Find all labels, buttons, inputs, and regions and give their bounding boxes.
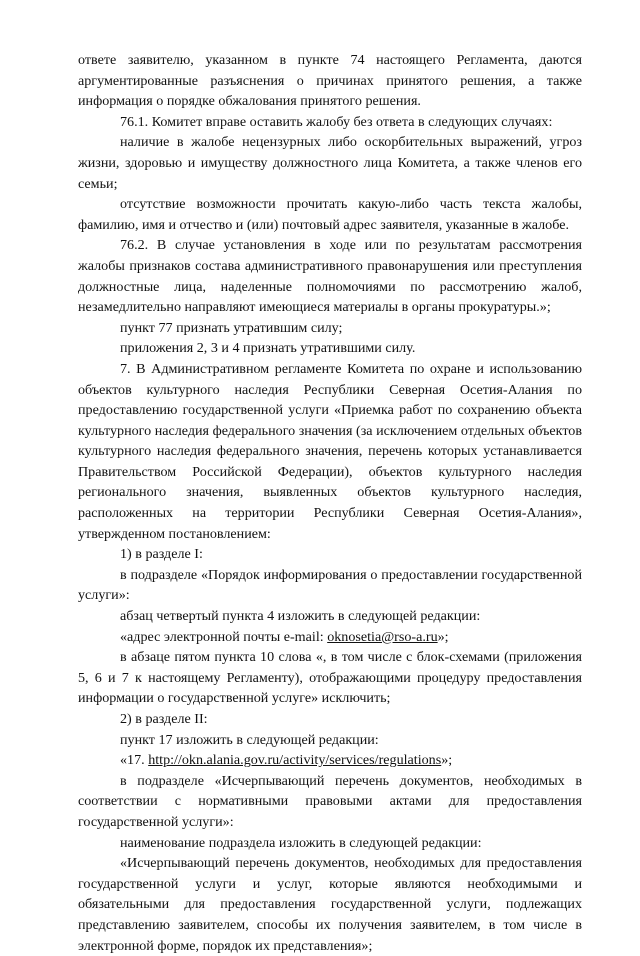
- paragraph-section-1: 1) в разделе I:: [120, 546, 203, 563]
- paragraph-7-regulation: 7. В Административном регламенте Комитета по охране и использованию объектов культурного наследия Республики Северная Осетия-Алания по предоставлению государственной услуги «Приемка работ по сохранению объекта культурного наследия федерального значения (за исключением отдельных объектов культурного наследия федерального значения, перечень которых устанавливается Правительством Российской Федерации), объектов культурного наследия регионального значения, выявленных объектов культурного наследия, расположенных на территории Республики Северная Осетия-Алания», утвержденном постановлением:: [78, 360, 582, 542]
- paragraph-item-17-edit: пункт 17 изложить в следующей редакции:: [120, 731, 379, 748]
- paragraph-documents-subsection: в подразделе «Исчерпывающий перечень документов, необходимых в соответствии с нормативными правовыми актами для предоставления государственной услуги»:: [78, 772, 582, 830]
- paragraph-unreadable-text: отсутствие возможности прочитать какую-либо часть текста жалобы, фамилию, имя и отчество и (или) почтовый адрес заявителя, указанные в жалобе.: [78, 196, 582, 233]
- email-suffix: »;: [437, 628, 449, 645]
- paragraph-section-2: 2) в разделе II:: [120, 711, 208, 727]
- paragraph-response-explanation: ответе заявителю, указанном в пункте 74 настоящего Регламента, даются аргументированные разъяснения о причинах принятого решения, а также информация о порядке обжалования принятого решения.: [78, 52, 582, 110]
- paragraph-76-2: 76.2. В случае установления в ходе или по результатам рассмотрения жалобы признаков состава административного правонарушения или преступления должностные лица, наделенные полномочиями по рассмотрению жалоб, незамедлительно направляют имеющиеся материалы в органы прокуратуры.»;: [78, 237, 582, 316]
- paragraph-appendices-void: приложения 2, 3 и 4 признать утратившими силу.: [120, 340, 416, 357]
- paragraph-item-10-edit: в абзаце пятом пункта 10 слова «, в том числе с блок-схемами (приложения 5, 6 и 7 к настоящему Регламенту), отображающими процедуру предоставления информации о государственной услуге» исключить;: [78, 649, 582, 707]
- paragraph-exhaustive-list: «Исчерпывающий перечень документов, необходимых для предоставления государственной услуги и услуг, которые являются необходимыми и обязательными для предоставления государственной услуги, подлежащих представлению заявителем, способы их получения заявителем, в том числе в электронной форме, порядок их представления»;: [78, 855, 582, 954]
- email-prefix: «адрес электронной почты e-mail:: [120, 628, 328, 645]
- paragraph-76-1: 76.1. Комитет вправе оставить жалобу без ответа в следующих случаях:: [120, 113, 553, 130]
- regulations-link[interactable]: http://okn.alania.gov.ru/activity/services/regulations: [148, 752, 442, 769]
- paragraph-item-77-void: пункт 77 признать утратившим силу;: [120, 319, 343, 336]
- paragraph-email-address: [78, 627, 582, 648]
- document-body: [78, 50, 582, 956]
- paragraph-item-4-edit: абзац четвертый пункта 4 изложить в следующей редакции:: [120, 608, 481, 625]
- email-link[interactable]: oknosetia@rso-a.ru: [327, 628, 438, 645]
- paragraph-item-17-url: [78, 750, 582, 771]
- paragraph-informing-subsection: в подразделе «Порядок информирования о предоставлении государственной услуги»:: [78, 566, 582, 604]
- url-prefix: «17.: [120, 752, 149, 769]
- paragraph-obscene-language: наличие в жалобе нецензурных либо оскорбительных выражений, угроз жизни, здоровью и имуществу должностного лица Комитета, а также членов его семьи;: [78, 134, 582, 192]
- paragraph-subsection-name-edit: наименование подраздела изложить в следующей редакции:: [120, 834, 482, 851]
- url-suffix: »;: [441, 752, 453, 769]
